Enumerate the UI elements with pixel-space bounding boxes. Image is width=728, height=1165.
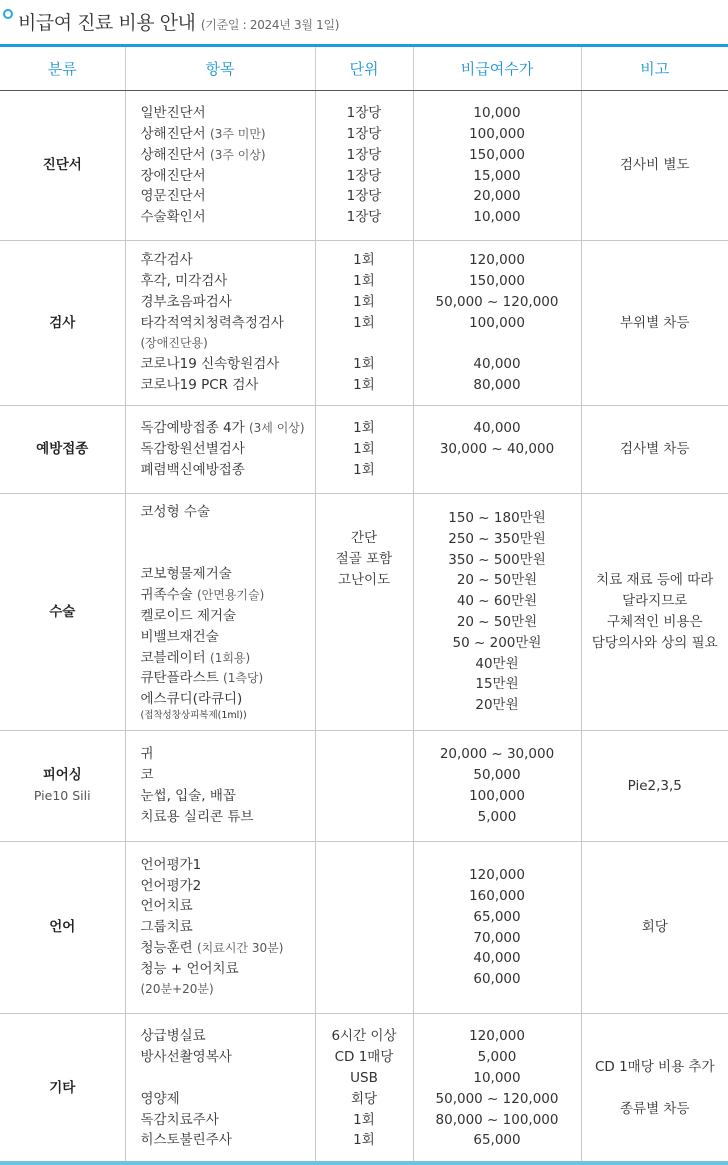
item-line bbox=[141, 418, 315, 439]
category-cell bbox=[0, 731, 125, 842]
price-value: 150,000 bbox=[469, 273, 525, 289]
remark-text: 치료 재료 등에 따라 bbox=[596, 572, 714, 588]
price-value: 10,000 bbox=[473, 209, 521, 226]
unit-cell bbox=[315, 842, 413, 1014]
unit-cell bbox=[315, 1014, 413, 1164]
price-value: 50,000 ~ 120,000 bbox=[435, 1090, 559, 1107]
unit-cell bbox=[315, 731, 413, 842]
item-line bbox=[141, 959, 315, 980]
unit-value: 1회 bbox=[353, 314, 375, 331]
item-name: 언어치료 bbox=[140, 898, 193, 915]
unit-value: 1장당 bbox=[346, 125, 382, 142]
item-line bbox=[141, 765, 315, 786]
price-value: 100,000 bbox=[469, 314, 525, 331]
item-name: 영양제 bbox=[140, 1090, 180, 1107]
item-note: (3주 미만) bbox=[210, 126, 266, 141]
item-line bbox=[141, 855, 315, 876]
price-value: 30,000 ~ 40,000 bbox=[439, 441, 555, 458]
item-line bbox=[141, 938, 315, 959]
item-line bbox=[141, 564, 315, 585]
price-value: 250 ~ 350만원 bbox=[448, 530, 546, 547]
unit-value: 회당 bbox=[350, 1090, 378, 1107]
item-line bbox=[141, 207, 315, 228]
item-name: 후각, 미각검사 bbox=[140, 273, 228, 289]
item-line bbox=[141, 876, 315, 897]
price-value: 40,000 bbox=[473, 420, 521, 437]
unit-value: 1회 bbox=[353, 356, 375, 373]
remark-text: 종류별 차등 bbox=[620, 1101, 690, 1118]
item-name: 일반진단서 bbox=[140, 105, 206, 122]
unit-value: 1회 bbox=[353, 252, 375, 269]
item-name: 코보형물제거술 bbox=[140, 566, 232, 583]
unit-value: 1회 bbox=[353, 1132, 375, 1149]
unit-value: 1회 bbox=[353, 441, 375, 458]
item-line bbox=[141, 979, 315, 1000]
price-value: 60,000 bbox=[473, 971, 521, 988]
item-note: (3세 이상) bbox=[248, 421, 305, 436]
item-line bbox=[141, 124, 315, 145]
price-cell bbox=[413, 842, 581, 1014]
item-name: 치료용 실리콘 튜브 bbox=[140, 808, 254, 825]
table-row bbox=[0, 406, 728, 494]
unit-cell bbox=[315, 494, 413, 731]
item-name: 독감치료주사 bbox=[140, 1111, 219, 1128]
item-line bbox=[141, 145, 315, 166]
item-name: 히스토불린주사 bbox=[140, 1132, 232, 1149]
item-line bbox=[141, 648, 315, 669]
remark-cell bbox=[581, 91, 728, 241]
category-cell bbox=[0, 494, 125, 731]
price-value: 40,000 bbox=[473, 950, 521, 967]
table-row bbox=[0, 731, 728, 842]
price-value: 5,000 bbox=[477, 1049, 517, 1066]
title-bar bbox=[0, 0, 728, 44]
remark-cell bbox=[581, 241, 728, 406]
category-cell bbox=[0, 91, 125, 241]
item-name: 청능 + 언어치료 bbox=[140, 960, 239, 977]
item-name: 영문진단서 bbox=[140, 188, 206, 205]
item-line bbox=[141, 627, 315, 648]
price-value: 150,000 bbox=[469, 146, 525, 163]
unit-cell bbox=[315, 406, 413, 494]
item-name: 후각검사 bbox=[140, 252, 193, 269]
category-cell bbox=[0, 842, 125, 1014]
item-line bbox=[141, 689, 315, 710]
item-name: 언어평가1 bbox=[140, 856, 202, 873]
item-line bbox=[141, 333, 315, 354]
unit-value: 1회 bbox=[353, 461, 375, 478]
price-value: 15,000 bbox=[473, 167, 521, 184]
item-name: 눈썹, 입술, 배꼽 bbox=[140, 788, 236, 804]
price-value: 15만원 bbox=[475, 676, 519, 693]
item-line bbox=[141, 1026, 315, 1047]
price-cell bbox=[413, 91, 581, 241]
unit-value: CD 1매당 bbox=[334, 1049, 394, 1066]
category-label: 검사 bbox=[49, 314, 76, 331]
item-name: 방사선촬영복사 bbox=[140, 1049, 232, 1066]
item-name: 귀 bbox=[140, 746, 154, 763]
item-name: 타각적역치청력측정검사 bbox=[140, 314, 284, 331]
item-name: 그룹치료 bbox=[140, 919, 193, 936]
item-name: 언어평가2 bbox=[140, 877, 202, 894]
price-value: 10,000 bbox=[473, 105, 521, 122]
table-row bbox=[0, 1014, 728, 1164]
item-name: 수술확인서 bbox=[140, 209, 206, 226]
item-name: 큐탄플라스트 bbox=[140, 670, 219, 687]
item-line bbox=[141, 271, 315, 292]
category-label: 언어 bbox=[49, 919, 76, 936]
unit-value bbox=[316, 333, 413, 354]
item-name: 에스큐디(라큐디) bbox=[140, 691, 243, 708]
unit-value: 1회 bbox=[353, 293, 375, 310]
category-cell bbox=[0, 1014, 125, 1164]
unit-value: 간단 bbox=[350, 530, 378, 546]
header-price: 비급여수가 bbox=[413, 46, 581, 91]
price-cell bbox=[413, 406, 581, 494]
remark-text: CD 1매당 비용 추가 bbox=[594, 1059, 715, 1076]
item-note: (치료시간 30분) bbox=[196, 940, 284, 955]
table-row bbox=[0, 91, 728, 241]
item-name: 상급병실료 bbox=[140, 1028, 206, 1045]
item-note: (1측당) bbox=[223, 671, 264, 686]
item-line bbox=[141, 439, 315, 460]
item-name: 코성형 수술 bbox=[140, 504, 210, 521]
item-line bbox=[141, 585, 315, 606]
header-unit: 단위 bbox=[315, 46, 413, 91]
remark-cell bbox=[581, 842, 728, 1014]
item-note: (20분+20분) bbox=[140, 982, 214, 997]
item-line bbox=[141, 292, 315, 313]
price-value: 80,000 bbox=[473, 376, 521, 393]
title-bullet-icon bbox=[3, 9, 13, 19]
item-line bbox=[141, 1110, 315, 1131]
item-cell bbox=[125, 842, 315, 1014]
price-value: 50,000 bbox=[473, 767, 521, 784]
price-value: 70,000 bbox=[473, 929, 521, 946]
item-line bbox=[141, 606, 315, 627]
price-value: 10,000 bbox=[473, 1069, 521, 1086]
item-line bbox=[141, 460, 315, 481]
category-label: 진단서 bbox=[42, 157, 82, 174]
item-line bbox=[141, 1047, 315, 1068]
price-value: 65,000 bbox=[473, 908, 521, 925]
bottom-accent-bar bbox=[0, 1161, 728, 1165]
remark-text: 달라지므로 bbox=[622, 593, 688, 609]
item-line bbox=[141, 544, 315, 565]
price-value: 65,000 bbox=[473, 1132, 521, 1149]
price-value: 20,000 ~ 30,000 bbox=[439, 746, 555, 763]
item-line bbox=[141, 250, 315, 271]
item-name: 장애진단서 bbox=[140, 167, 206, 184]
remark-text: 구체적인 비용은 bbox=[606, 614, 703, 630]
item-name: 폐렴백신예방접종 bbox=[140, 461, 245, 478]
item-name: 청능훈련 bbox=[140, 939, 193, 956]
remark-text: 검사별 차등 bbox=[620, 441, 690, 457]
item-tail-note: (접착성창상피복제(1ml)) bbox=[140, 709, 247, 721]
item-name: 상해진단서 bbox=[140, 125, 206, 142]
item-line bbox=[141, 807, 315, 828]
unit-value: USB bbox=[350, 1069, 378, 1086]
item-line bbox=[141, 1068, 315, 1089]
category-label: 예방접종 bbox=[36, 441, 89, 458]
price-value: 150 ~ 180만원 bbox=[448, 510, 546, 527]
price-value: 120,000 bbox=[469, 252, 525, 269]
remark-cell bbox=[581, 494, 728, 731]
unit-value: 1장당 bbox=[346, 167, 382, 184]
item-line bbox=[141, 186, 315, 207]
item-name: 귀족수술 bbox=[140, 587, 193, 604]
item-cell bbox=[125, 1014, 315, 1164]
remark-text: 부위별 차등 bbox=[620, 314, 690, 331]
category-cell bbox=[0, 406, 125, 494]
category-sublabel: Pie10 Sili bbox=[33, 788, 91, 803]
item-note: (3주 이상) bbox=[210, 147, 266, 162]
price-value: 120,000 bbox=[469, 867, 525, 884]
price-value: 100,000 bbox=[469, 788, 525, 804]
unit-value: 1장당 bbox=[346, 188, 382, 205]
item-line bbox=[141, 917, 315, 938]
price-value: 50 ~ 200만원 bbox=[452, 634, 542, 651]
item-line bbox=[141, 668, 315, 689]
item-note: (안면용기술) bbox=[196, 588, 265, 603]
price-value: 20,000 bbox=[473, 188, 521, 205]
unit-cell bbox=[315, 91, 413, 241]
unit-value: 1회 bbox=[353, 273, 375, 289]
item-line bbox=[141, 375, 315, 396]
category-label: 기타 bbox=[49, 1080, 76, 1097]
unit-value: 6시간 이상 bbox=[331, 1028, 397, 1045]
price-cell bbox=[413, 731, 581, 842]
unit-value: 1회 bbox=[353, 1111, 375, 1128]
item-line bbox=[141, 1089, 315, 1110]
item-name: 상해진단서 bbox=[140, 146, 206, 163]
price-cell bbox=[413, 241, 581, 406]
item-note: (장애진단용) bbox=[140, 336, 208, 351]
item-cell bbox=[125, 731, 315, 842]
table-row bbox=[0, 241, 728, 406]
category-label: 수술 bbox=[49, 603, 76, 620]
remark-text bbox=[582, 1078, 728, 1099]
price-value: 20 ~ 50만원 bbox=[456, 614, 538, 630]
price-value: 20 ~ 50만원 bbox=[456, 572, 538, 589]
unit-value: 1장당 bbox=[346, 209, 382, 226]
item-line bbox=[141, 103, 315, 124]
price-value: 40 ~ 60만원 bbox=[456, 593, 538, 610]
item-name: 코로나19 신속항원검사 bbox=[140, 356, 280, 373]
item-line bbox=[141, 1130, 315, 1151]
item-name: 비밸브재건술 bbox=[140, 628, 219, 645]
item-name: 코 bbox=[140, 767, 154, 784]
item-name: 경부초음파검사 bbox=[140, 293, 232, 310]
unit-cell bbox=[315, 241, 413, 406]
item-cell bbox=[125, 241, 315, 406]
item-cell bbox=[125, 406, 315, 494]
item-line bbox=[141, 502, 315, 523]
item-cell bbox=[125, 494, 315, 731]
price-value: 80,000 ~ 100,000 bbox=[435, 1111, 559, 1128]
unit-value: 고난이도 bbox=[337, 571, 391, 588]
item-name: 독감예방접종 4가 bbox=[140, 420, 245, 437]
remark-text: Pie2,3,5 bbox=[627, 777, 682, 794]
price-value: 100,000 bbox=[469, 125, 525, 142]
price-value: 120,000 bbox=[469, 1028, 525, 1045]
category-cell bbox=[0, 241, 125, 406]
remark-cell bbox=[581, 1014, 728, 1164]
price-value: 160,000 bbox=[469, 887, 525, 904]
item-line bbox=[141, 523, 315, 544]
price-table bbox=[0, 44, 728, 1164]
remark-text: 회당 bbox=[641, 919, 668, 935]
category-label: 피어싱 bbox=[42, 767, 82, 784]
unit-value: 1장당 bbox=[346, 105, 382, 122]
item-name: 켈로이드 제거술 bbox=[140, 608, 237, 624]
item-line bbox=[141, 313, 315, 334]
price-value: 50,000 ~ 120,000 bbox=[435, 293, 559, 310]
header-item: 항목 bbox=[125, 46, 315, 91]
remark-text: 검사비 별도 bbox=[620, 157, 690, 173]
unit-value: 절골 포함 bbox=[335, 550, 393, 567]
price-cell bbox=[413, 1014, 581, 1164]
header-remark: 비고 bbox=[581, 46, 728, 91]
price-cell bbox=[413, 494, 581, 731]
table-header-row bbox=[0, 46, 728, 91]
item-name: 코로나19 PCR 검사 bbox=[140, 376, 259, 393]
unit-value: 1회 bbox=[353, 420, 375, 437]
remark-text: 담당의사와 상의 필요 bbox=[591, 635, 718, 651]
item-note: (1회용) bbox=[210, 650, 251, 665]
price-value: 350 ~ 500만원 bbox=[448, 551, 546, 568]
price-value: 5,000 bbox=[477, 808, 517, 825]
item-line bbox=[141, 896, 315, 917]
remark-cell bbox=[581, 406, 728, 494]
price-value bbox=[414, 460, 581, 481]
item-name: 코블레이터 bbox=[140, 649, 206, 666]
price-value: 40만원 bbox=[475, 655, 519, 672]
item-line bbox=[141, 786, 315, 807]
item-cell bbox=[125, 91, 315, 241]
item-name: 독감항원선별검사 bbox=[140, 441, 245, 458]
table-row bbox=[0, 842, 728, 1014]
item-line bbox=[141, 166, 315, 187]
price-value: 20만원 bbox=[475, 697, 519, 714]
page-title: 비급여 진료 비용 안내 (기준일 : 2024년 3월 1일) bbox=[18, 12, 340, 34]
table-row bbox=[0, 494, 728, 731]
price-value bbox=[414, 333, 581, 354]
price-value: 40,000 bbox=[473, 356, 521, 373]
header-category: 분류 bbox=[0, 46, 125, 91]
unit-value: 1회 bbox=[353, 376, 375, 393]
item-line bbox=[141, 744, 315, 765]
remark-cell bbox=[581, 731, 728, 842]
page-subtitle: (기준일 : 2024년 3월 1일) bbox=[200, 18, 340, 32]
item-line bbox=[141, 354, 315, 375]
unit-value: 1장당 bbox=[346, 146, 382, 163]
